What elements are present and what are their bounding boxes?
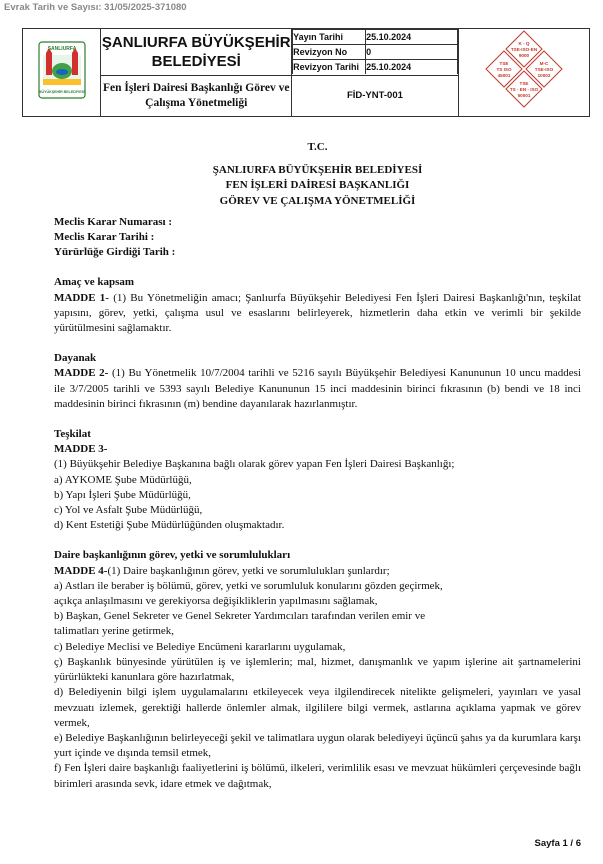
- section-heading: Teşkilat: [54, 428, 91, 441]
- list-item: talimatları yerine getirmek,: [54, 625, 175, 638]
- institution-title: [101, 29, 292, 76]
- meta-value: 25.10.2024: [366, 30, 458, 45]
- list-item: d) Belediyenin bilgi işlem uygulamalarını etkileyecek veya ilgilendirecek nitelikte gelişmeleri, yayınları ve yasal mevzuatı izlemek, gerektiği hallerde önlemler almak, ilgililere bilgi vermek, astlarına açıklama yapmak ve görev vermek,: [54, 686, 581, 729]
- page-number: Sayfa 1 / 6: [534, 838, 581, 849]
- cert-text: TSE: [499, 61, 509, 66]
- article-text: (1) Daire başkanlığının görev, yetki ve sorumlulukları şunlardır;: [107, 564, 390, 577]
- list-item: b) Yapı İşleri Şube Müdürlüğü,: [54, 488, 191, 501]
- meta-row: [293, 60, 458, 75]
- section-heading: Daire başkanlığının görev, yetki ve sorumlulukları: [54, 549, 291, 562]
- meta-value: 25.10.2024: [366, 60, 458, 75]
- revision-info: [292, 29, 459, 76]
- list-item: ç) Başkanlık bünyesinde yürütülen iş ve işlemlerin; mal, hizmet, danışmanlık ve yapım işlerine ait şartnamelerini yürürlükteki kanunlara göre hazırlatmak,: [54, 655, 581, 684]
- document-body: [54, 140, 581, 792]
- document-subtitle: Fen İşleri Dairesi Başkanlığı Görev ve Çalışma Yönetmeliği: [101, 75, 292, 116]
- logo: [23, 29, 101, 117]
- meta-label: Yayın Tarihi: [293, 30, 366, 45]
- cert-text: TSE-ISO-EN: [510, 47, 537, 52]
- list-item: e) Belediye Başkanlığının belirleyeceği şekil ve talimatlara uygun olarak belediyeyi üçüncü şahıs ya da kurumlara karşı yurt içinde ve dışında temsil etmek,: [54, 731, 581, 760]
- document-code: FİD-YNT-001: [292, 75, 459, 116]
- section-heading: Amaç ve kapsam: [54, 276, 135, 289]
- cert-text: TS ISO: [496, 67, 512, 72]
- list-item: c) Belediye Meclisi ve Belediye Encümeni kararlarını uygulamak,: [54, 640, 346, 653]
- list-item: f) Fen İşleri daire başkanlığı faaliyetlerini iş bölümü, ilkeleri, verimlilik esası ve mevzuat hükümleri çerçevesinde bağlı birimleri arasında sevk, idare etmek ve dağıtmak,: [54, 762, 581, 790]
- cert-text: K - Q: [518, 41, 530, 46]
- title-line-1: ŞANLIURFA BÜYÜKŞEHİR: [101, 33, 291, 51]
- iso-certification-icon: [468, 29, 580, 111]
- doc-title-2: FEN İŞLERİ DAİRESİ BAŞKANLIĞI: [225, 179, 410, 192]
- tc-heading: T.C.: [307, 141, 328, 153]
- list-item: a) Astları ile beraber iş bölümü, görev, yetki ve sorumluluk konularını gözden geçirmek,: [54, 579, 443, 592]
- doc-title-3: GÖREV VE ÇALIŞMA YÖNETMELİĞİ: [219, 194, 416, 207]
- document-reference: Evrak Tarih ve Sayısı: 31/05/2025-371080: [4, 2, 187, 13]
- article-label: MADDE 1-: [54, 291, 109, 304]
- logo-text-top: ŞANLIURFA: [47, 46, 76, 52]
- article-1: [54, 291, 581, 337]
- meta-label: Revizyon No: [293, 45, 366, 60]
- meclis-karar-numarasi: Meclis Karar Numarası :: [54, 215, 173, 228]
- article-label: MADDE 4-: [54, 564, 108, 577]
- municipality-logo-icon: [33, 39, 91, 101]
- article-2: [54, 366, 581, 412]
- document-header: [22, 28, 590, 117]
- section-heading: Dayanak: [54, 352, 97, 365]
- list-item: d) Kent Estetiği Şube Müdürlüğünden oluşmaktadır.: [54, 519, 285, 532]
- doc-title-1: ŞANLIURFA BÜYÜKŞEHİR BELEDİYESİ: [212, 164, 423, 177]
- article-label: MADDE 2-: [54, 367, 109, 380]
- article-label: MADDE 3-: [54, 443, 108, 456]
- list-item: a) AYKOME Şube Müdürlüğü,: [54, 473, 192, 486]
- list-item: (1) Büyükşehir Belediye Başkanına bağlı olarak görev yapan Fen İşleri Dairesi Başkanlığı;: [54, 458, 455, 471]
- cert-text: M-C: [539, 61, 549, 66]
- article-4: [54, 564, 581, 579]
- cert-text: TSE-ISO: [534, 67, 554, 72]
- cert-text: 50001: [517, 93, 531, 98]
- certification-logos: [458, 29, 589, 117]
- cert-text: 45001: [497, 73, 511, 78]
- meta-row: [293, 30, 458, 45]
- list-item: açıkça anlaşılmasını ve gerekiyorsa değişikliklerin yapılmasını sağlamak,: [54, 595, 378, 608]
- title-line-2: BELEDİYESİ: [151, 52, 241, 70]
- meclis-karar-tarihi: Meclis Karar Tarihi :: [54, 231, 155, 244]
- list-item: b) Başkan, Genel Sekreter ve Genel Sekreter Yardımcıları tarafından verilen emir ve: [54, 610, 426, 623]
- cert-text: 9000: [518, 53, 529, 58]
- meta-label: Revizyon Tarihi: [293, 60, 366, 75]
- list-item: c) Yol ve Asfalt Şube Müdürlüğü,: [54, 504, 203, 517]
- logo-text-bottom: BÜYÜKŞEHİR BELEDİYESİ: [38, 90, 85, 94]
- cert-text: TS - EN - ISO: [509, 87, 539, 92]
- article-text: (1) Bu Yönetmeliğin amacı; Şanlıurfa Büyükşehir Belediyesi Fen İşleri Dairesi Başkanlığı'nın, teşkilat yapısını, görev, yetki, çalışma usul ve esaslarını belirleyerek, hizmetlerin daha etkin ve verimli bir şekilde yürütülmesini sağlamaktır.: [54, 291, 581, 335]
- meta-value: 0: [366, 45, 458, 60]
- meta-row: [293, 45, 458, 60]
- yururluk-tarihi: Yürürlüğe Girdiği Tarih :: [54, 246, 176, 259]
- article-text: (1) Bu Yönetmelik 10/7/2004 tarihli ve 5216 sayılı Büyükşehir Belediyesi Kanununun 10 uncu maddesi ile 3/7/2005 tarihli ve 5393 sayılı Belediye Kanununun 15 inci maddesinin birinci fıkrasının (b) bendi ve 18 inci maddesinin birinci fıkrasının (m) bendine dayanılarak hazırlanmıştır.: [54, 367, 581, 410]
- cert-text: 10002: [537, 73, 551, 78]
- cert-text: TSE: [519, 81, 529, 86]
